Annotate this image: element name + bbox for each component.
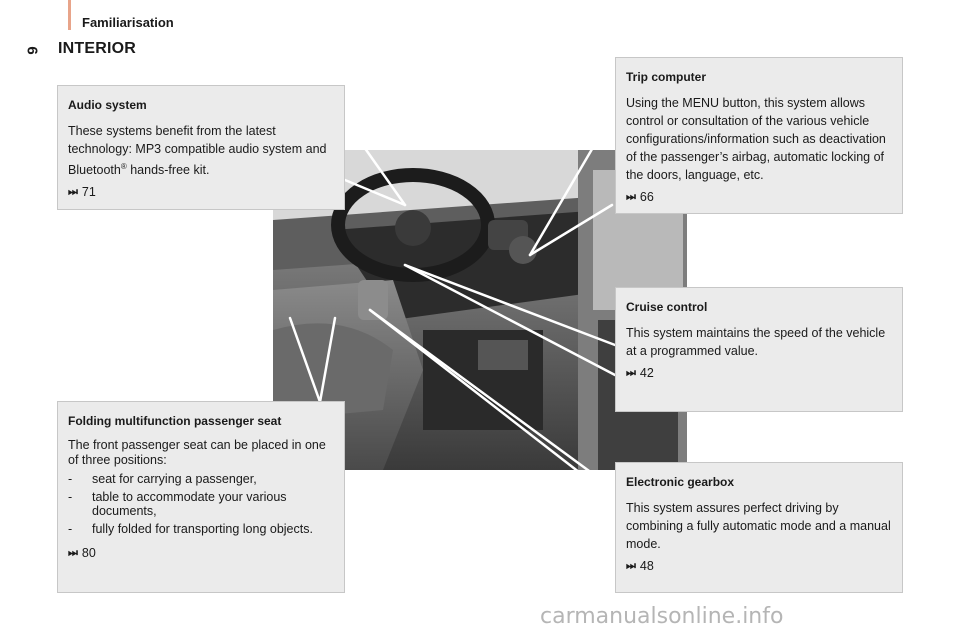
callout-title: Electronic gearbox [626,475,735,489]
callout-text: This system maintains the speed of the vehicle at a programmed value. [626,326,886,358]
callout-title: Audio system [68,98,147,112]
callout-folding-seat [57,401,345,593]
page-reference-icon: ⏭ [68,186,78,199]
page-title: INTERIOR [58,40,137,57]
seat-positions-list [68,472,334,536]
watermark: carmanualsonline.info [540,604,784,629]
callout-text: Using the MENU button, this system allows control or consultation of the various vehicle configurations/information such as deactivation of the passenger’s airbag, automatic locking of the doors, language, etc. [626,96,886,182]
page-reference[interactable] [626,364,892,382]
page-reference[interactable] [626,188,892,206]
page-reference[interactable] [68,183,334,201]
callout-text: These systems benefit from the latest technology: MP3 compatible audio system and Bluetooth® hands-free kit. [68,124,327,178]
page-reference-number: 71 [81,185,96,200]
list-bullet: - [68,490,73,504]
callout-text: This system assures perfect driving by combining a fully automatic mode and a manual mode. [626,501,891,551]
callout-audio-system [57,85,345,210]
callout-electronic-gearbox [615,462,903,593]
page-reference[interactable] [626,557,892,575]
list-item: - seat for carrying a passenger, [68,472,257,486]
page-reference-icon: ⏭ [68,547,78,559]
callout-text: The front passenger seat can be placed in one of three positions: [68,438,326,467]
page-reference-icon: ⏭ [626,560,636,572]
callout-trip-computer [615,57,903,214]
page-reference-icon: ⏭ [626,191,636,203]
list-item: - table to accommodate your various documents, [68,490,287,518]
page-reference[interactable] [68,544,334,562]
page-reference-number: 48 [639,559,654,573]
callout-title: Folding multifunction passenger seat [68,414,282,428]
callout-title: Trip computer [626,70,707,84]
section-title: Familiarisation [82,15,174,30]
list-bullet: - [68,472,73,486]
page-number: 6 [23,46,41,55]
page-reference-icon: ⏭ [626,367,636,379]
callout-cruise-control [615,287,903,412]
callout-title: Cruise control [626,300,708,314]
page-reference-number: 66 [639,190,654,204]
list-bullet: - [68,522,73,536]
page-reference-number: 42 [639,366,654,380]
page-reference-number: 80 [81,546,96,560]
header-accent-bar [68,0,71,30]
list-item: - fully folded for transporting long objects. [68,522,313,536]
registered-mark: ® [120,162,127,171]
